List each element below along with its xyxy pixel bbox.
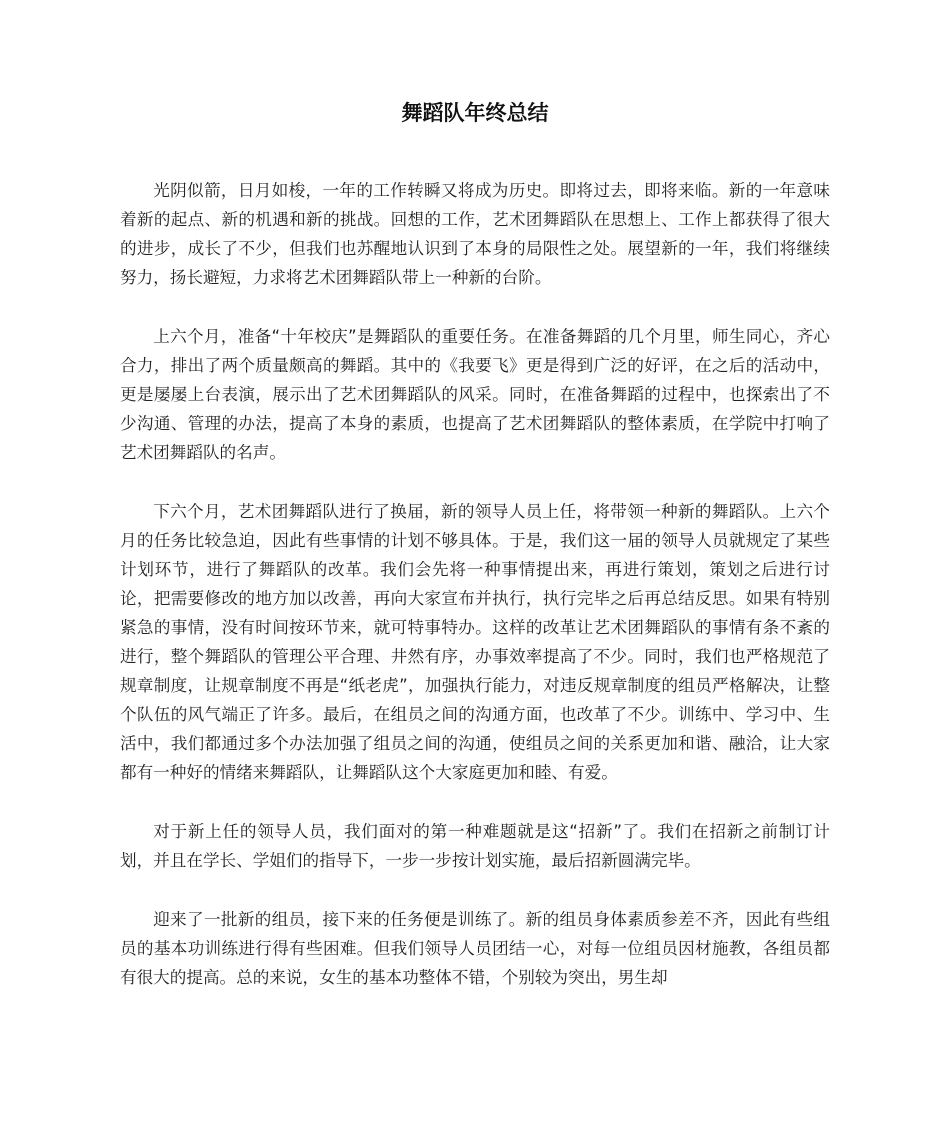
- paragraph-5: 迎来了一批新的组员，接下来的任务便是训练了。新的组员身体素质参差不齐，因此有些组员的基本功训练进行得有些困难。但我们领导人员团结一心，对每一位组员因材施教，各组员都有很大的提高。总的来说，女生的基本功整体不错，个别较为突出，男生却: [120, 910, 830, 987]
- paragraph-3: 下六个月，艺术团舞蹈队进行了换届，新的领导人员上任，将带领一种新的舞蹈队。上六个月的任务比较急迫，因此有些事情的计划不够具体。于是，我们这一届的领导人员就规定了某些计划环节，进行了舞蹈队的改革。我们会先将一种事情提出来，再进行策划，策划之后进行讨论，把需要修改的地方加以改善，再向大家宣布并执行，执行完毕之后再总结反思。如果有特别紧急的事情，没有时间按环节来，就可特事特办。这样的改革让艺术团舞蹈队的事情有条不紊的进行，整个舞蹈队的管理公平合理、井然有序，办事效率提高了不少。同时，我们也严格规范了规章制度，让规章制度不再是“纸老虎”，加强执行能力，对违反规章制度的组员严格解决，让整个队伍的风气端正了许多。最后，在组员之间的沟通方面，也改革了不少。训练中、学习中、生活中，我们都通过多个办法加强了组员之间的沟通，使组员之间的关系更加和谐、融洽，让大家都有一种好的情绪来舞蹈队，让舞蹈队这个大家庭更加和睦、有爱。: [120, 502, 830, 782]
- document-body: [120, 176, 830, 992]
- document-title: 舞蹈队年终总结: [401, 101, 549, 125]
- paragraph-4: 对于新上任的领导人员，我们面对的第一种难题就是这“招新”了。我们在招新之前制订计划，并且在学长、学姐们的指导下，一步一步按计划实施，最后招新圆满完毕。: [120, 822, 830, 870]
- paragraph-1: 光阴似箭，日月如梭，一年的工作转瞬又将成为历史。即将过去，即将来临。新的一年意味着新的起点、新的机遇和新的挑战。回想的工作，艺术团舞蹈队在思想上、工作上都获得了很大的进步，成长了不少，但我们也苏醒地认识到了本身的局限性之处。展望新的一年，我们将继续努力，扬长避短，力求将艺术团舞蹈队带上一种新的台阶。: [120, 181, 830, 287]
- paragraph-2: 上六个月，准备“十年校庆”是舞蹈队的重要任务。在准备舞蹈的几个月里，师生同心，齐心合力，排出了两个质量颇高的舞蹈。其中的《我要飞》更是得到广泛的好评，在之后的活动中，更是屡屡上台表演，展示出了艺术团舞蹈队的风采。同时，在准备舞蹈的过程中，也探索出了不少沟通、管理的办法，提高了本身的素质，也提高了艺术团舞蹈队的整体素质，在学院中打响了艺术团舞蹈队的名声。: [120, 327, 830, 462]
